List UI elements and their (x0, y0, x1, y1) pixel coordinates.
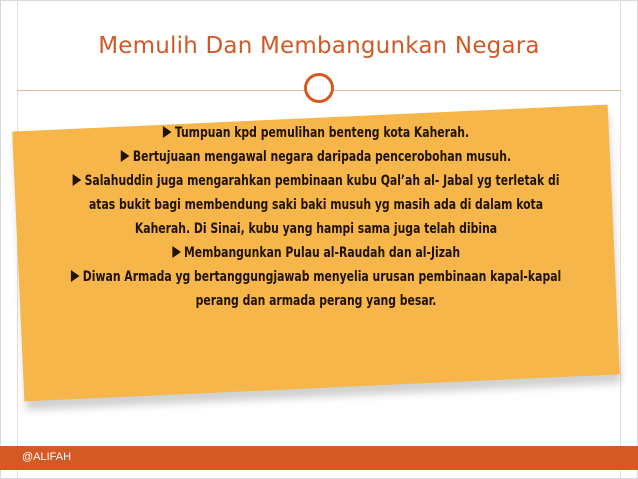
slide-title: Memulih Dan Membangunkan Negara (98, 33, 540, 59)
footer-bar (0, 446, 638, 470)
bullet-text: Tumpuan kpd pemulihan benteng kota Kaherah. (174, 125, 470, 141)
bullet-item (53, 169, 579, 241)
bullet-text: Membangunkan Pulau al-Raudah dan al-Jizah (183, 245, 461, 261)
bullet-text: Bertujuaan mengawal negara daripada pencerobohan musuh. (132, 149, 512, 165)
bullet-item (53, 145, 579, 169)
bullet-list (53, 121, 579, 313)
bullet-arrow-icon (163, 126, 172, 138)
bullet-text-line: perang dan armada perang yang besar. (195, 293, 437, 309)
circle-ornament-icon (304, 73, 334, 103)
right-margin-rule (620, 0, 621, 479)
bullet-item (53, 121, 579, 145)
bullet-text-line: Kaherah. Di Sinai, kubu yang hampi sama juga telah dibina (134, 221, 498, 237)
bullet-arrow-icon (121, 150, 130, 162)
bullet-arrow-icon (172, 246, 181, 258)
footer-author: @ALIFAH (22, 451, 72, 463)
bullet-text-line: atas bukit bagi membendung saki baki musuh yg masih ada di dalam kota (88, 197, 544, 213)
bullet-text: Salahuddin juga mengarahkan pembinaan kubu Qal’ah al- Jabal yg terletak di (84, 173, 560, 189)
bullet-item (53, 265, 579, 313)
bullet-item (53, 241, 579, 265)
bullet-arrow-icon (71, 270, 80, 282)
bullet-text: Diwan Armada yg bertanggungjawab menyelia urusan pembinaan kapal-kapal (82, 269, 562, 285)
bullet-arrow-icon (73, 174, 82, 186)
